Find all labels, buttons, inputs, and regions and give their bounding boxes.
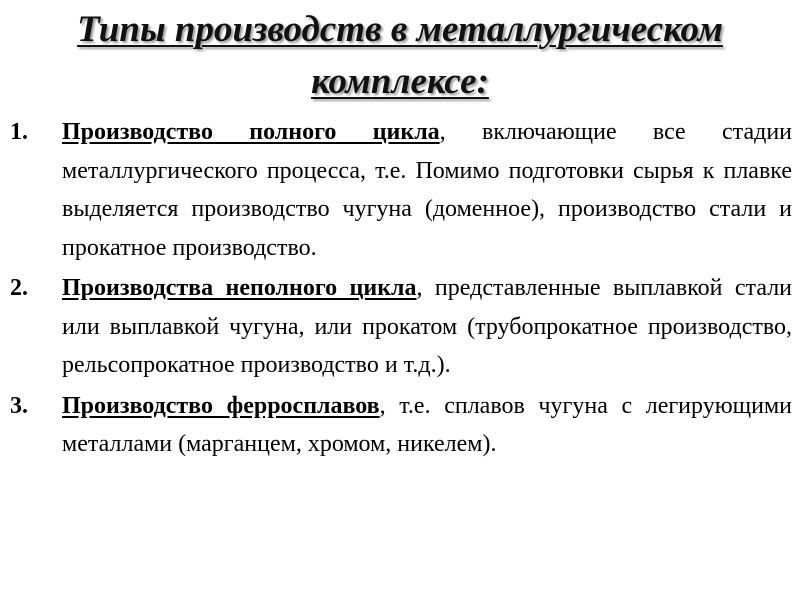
list-item-term: Производства неполного цикла — [62, 275, 417, 301]
list-item-number: 2. — [10, 275, 28, 301]
list-item-text: , т.е. сплавов чугуна с легирующими металлами (марганцем, хромом, никелем). — [62, 392, 792, 457]
list-item-term: Производство полного цикла — [62, 119, 440, 145]
list-item — [10, 269, 792, 385]
list-item-text: , включающие все стадии металлургического процесса, т.е. Помимо подготовки сырья к плавке выделяется производство чугуна (доменное), производство стали и прокатное производство. — [62, 119, 793, 261]
slide-title — [0, 4, 800, 108]
list-item — [10, 113, 792, 267]
slide-title-line-1: Типы производств в металлургическом — [77, 9, 723, 50]
slide-title-line-2: комплексе: — [311, 61, 489, 102]
production-types-list — [10, 113, 792, 466]
list-item-text: , представленные выплавкой стали или выплавкой чугуна, или прокатом (трубопрокатное производство, рельсопрокатное производство и т.д.). — [62, 275, 793, 378]
list-item-number: 3. — [10, 392, 28, 419]
list-item-number: 1. — [10, 119, 28, 145]
list-item-term: Производство ферросплавов — [62, 392, 380, 419]
list-item — [10, 387, 792, 464]
